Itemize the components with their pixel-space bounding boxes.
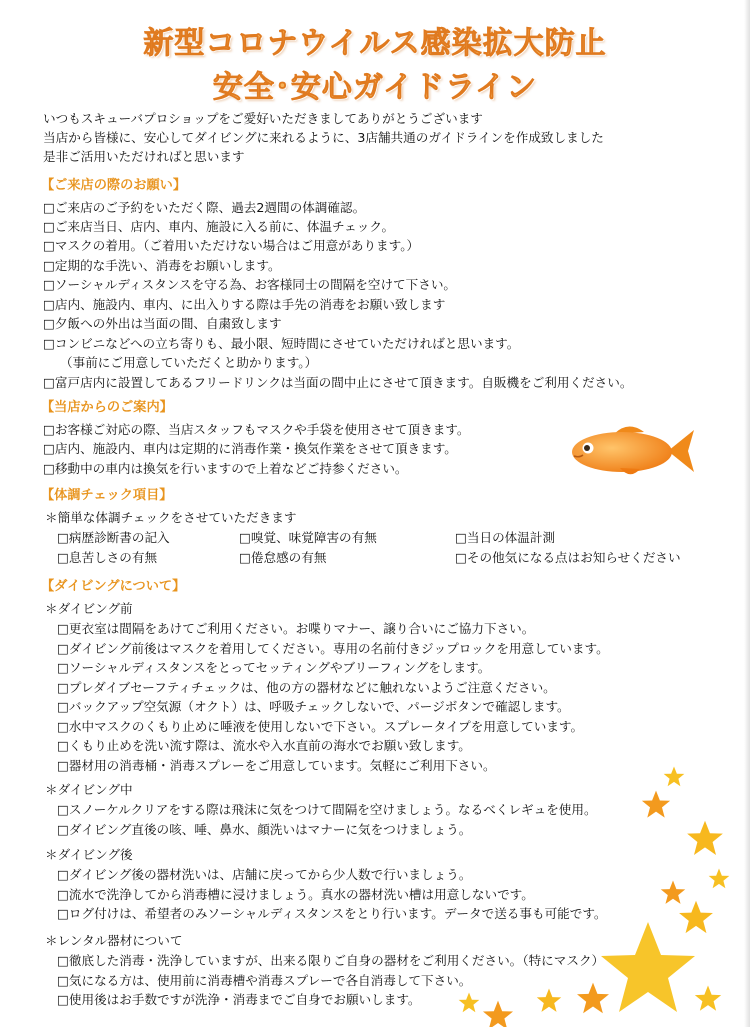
list-item: □マスクの着用。（ご着用いただけない場合はご用意があります。） <box>43 238 420 253</box>
list-item: □ログ付けは、希望者のみソーシャルディスタンスをとり行います。データで送る事も可能です。 <box>57 906 607 921</box>
list-item-note: （事前にご用意していただくと助かります。） <box>60 355 318 370</box>
star-icon <box>679 901 713 933</box>
list-item: □ソーシャルディスタンスをとってセッティングやブリーフィングをします。 <box>57 660 491 675</box>
list-item: □定期的な手洗い、消毒をお願いします。 <box>43 258 281 273</box>
intro-line: いつもスキューバプロショップをご愛好いただきましてありがとうございます <box>43 111 483 126</box>
health-check-item: □嗅覚、味覚障害の有無 <box>239 530 377 545</box>
star-icon <box>577 983 609 1014</box>
intro-line: 当店から皆様に、安心してダイビングに来れるように、3店舗共通のガイドラインを作成致しました <box>43 130 604 145</box>
page-edge-shadow <box>744 0 750 1027</box>
group-label-before-dive: ＊ダイビング前 <box>45 601 133 616</box>
star-icon <box>661 881 685 904</box>
list-item: □ご来店当日、店内、車内、施設に入る前に、体温チェック。 <box>43 219 395 234</box>
section-heading-info: 【当店からのご案内】 <box>41 400 173 415</box>
list-item: □ダイビング直後の咳、唾、鼻水、顔洗いはマナーに気をつけましょう。 <box>57 822 472 837</box>
list-item: □夕飯への外出は当面の間、自粛致します <box>43 316 282 331</box>
list-item: □徹底した消毒・洗浄していますが、出来る限りご自身の器材をご利用ください。（特にマスク） <box>57 953 605 968</box>
star-icon <box>459 992 480 1012</box>
star-icons <box>458 760 750 1027</box>
star-icon <box>483 1001 513 1027</box>
star-icon <box>642 791 670 818</box>
title-line-2: 安全･安心ガイドライン <box>212 70 538 105</box>
star-icon <box>687 821 723 855</box>
health-check-item: □その他気になる点はお知らせください <box>455 550 681 565</box>
list-item: □店内、施設内、車内は定期的に消毒作業・換気作業をさせて頂きます。 <box>43 441 457 456</box>
group-label-during-dive: ＊ダイビング中 <box>45 782 133 797</box>
group-label-after-dive: ＊ダイビング後 <box>45 847 133 862</box>
list-item: □くもり止めを洗い流す際は、流水や入水直前の海水でお願い致します。 <box>57 738 471 753</box>
section-heading-diving: 【ダイビングについて】 <box>41 579 186 594</box>
intro-line: 是非ご活用いただければと思います <box>43 149 245 164</box>
health-check-item: □倦怠感の有無 <box>239 550 327 565</box>
list-item: □器材用の消毒桶・消毒スプレーをご用意しています。気軽にご利用下さい。 <box>57 758 496 773</box>
health-check-item: □病歴診断書の記入 <box>57 530 170 545</box>
list-item: □流水で洗浄してから消毒槽に浸けましょう。真水の器材洗い槽は用意しないです。 <box>57 887 534 902</box>
star-icon <box>664 766 685 786</box>
list-item: □富戸店内に設置してあるフリードリンクは当面の間中止にさせて頂きます。自販機をご利用ください。 <box>43 375 633 390</box>
list-item: □店内、施設内、車内、に出入りする際は手先の消毒をお願い致します <box>43 297 446 312</box>
star-icon <box>695 986 721 1011</box>
list-item: □バックアップ空気源（オクト）は、呼吸チェックしないで、パージボタンで確認します。 <box>57 699 570 714</box>
star-icon <box>537 989 561 1012</box>
fish-icon <box>570 420 698 482</box>
section-heading-visit: 【ご来店の際のお願い】 <box>41 178 187 193</box>
star-icon <box>601 922 695 1012</box>
list-item: □移動中の車内は換気を行いますので上着などご持参ください。 <box>43 461 408 476</box>
health-check-item: □息苦しさの有無 <box>57 550 158 565</box>
list-item: □ダイビング後の器材洗いは、店舗に戻ってから少人数で行いましょう。 <box>57 867 472 882</box>
star-icon <box>709 868 730 888</box>
section-heading-health-check: 【体調チェック項目】 <box>41 488 173 503</box>
list-item: □コンビニなどへの立ち寄りも、最小限、短時間にさせていただければと思います。 <box>43 336 520 351</box>
list-item: □更衣室は間隔をあけてご利用ください。お喋りマナー、譲り合いにご協力下さい。 <box>57 621 535 636</box>
list-item: □ダイビング前後はマスクを着用してください。専用の名前付きジップロックを用意しています。 <box>57 641 609 656</box>
group-label-rental: ＊レンタル器材について <box>45 933 183 948</box>
list-item: □使用後はお手数ですが洗浄・消毒までご自身でお願いします。 <box>57 992 421 1007</box>
list-item: □ソーシャルディスタンスを守る為、お客様同士の間隔を空けて下さい。 <box>43 277 457 292</box>
list-item: □水中マスクのくもり止めに唾液を使用しないで下さい。スプレータイプを用意しています。 <box>57 719 584 734</box>
list-item: □プレダイブセーフティチェックは、他の方の器材などに触れないようご注意ください。 <box>57 680 556 695</box>
health-check-lead: ＊簡単な体調チェックをさせていただきます <box>45 510 297 525</box>
list-item: □お客様ご対応の際、当店スタッフもマスクや手袋を使用させて頂きます。 <box>43 422 470 437</box>
list-item: □気になる方は、使用前に消毒槽や消毒スプレーで各自消毒して下さい。 <box>57 973 472 988</box>
title-line-1: 新型コロナウイルス感染拡大防止 <box>143 26 607 61</box>
list-item: □スノーケルクリアをする際は飛沫に気をつけて間隔を空けましょう。なるべくレギュを使用。 <box>57 802 597 817</box>
list-item: □ご来店のご予約をいただく際、過去2週間の体調確認。 <box>43 200 366 215</box>
health-check-item: □当日の体温計測 <box>455 530 556 545</box>
